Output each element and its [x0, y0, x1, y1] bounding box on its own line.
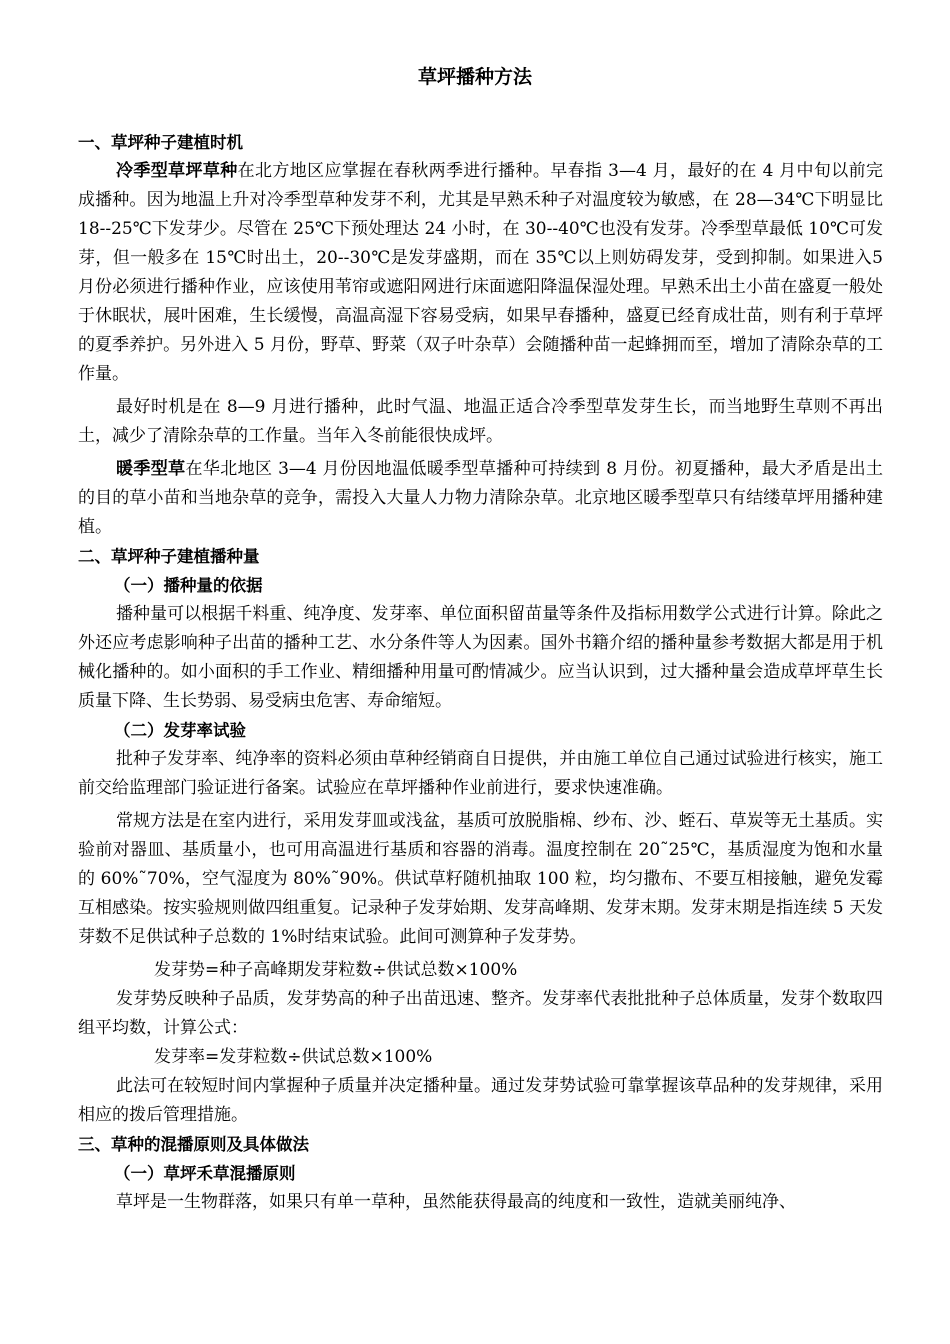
paragraph-germination-source: 批种子发芽率、纯净率的资料必须由草种经销商自日提供，并由施工单位自己通过试验进行核实，施工前交给监理部门验证进行备案。试验应在草坪播种作业前进行，要求快速准确。	[78, 749, 883, 798]
bold-term-warm-season: 暖季型草	[116, 459, 186, 479]
paragraph-text: 在北方地区应掌握在春秋两季进行播种。早春指 3—4 月，最好的在 4 月中旬以前完成播种。因为地温上升对冷季型草种发芽不利，尤其是早熟禾种子对温度较为敏感，在 28—34℃下明显比 18--25℃下发芽少。尽管在 25℃下预处理达 24 小时，在 30--40℃也没有发芽。冷季型草最低 10℃可发芽，但一般多在 15℃时出土，20--30℃是发芽盛期，而在 35℃以上则妨碍发芽，受到抑制。如果进入5 月份必须进行播种作业，应该使用苇帘或遮阳网进行床面遮阳降温保湿处理。早熟禾出土小苗在盛夏一般处于休眠状，展叶困难，生长缓慢，高温高湿下容易受病，如果早春播种，盛夏已经育成壮苗，则有利于草坪的夏季养护。另外进入 5 月份，野草、野菜（双子叶杂草）会随播种苗一起蜂拥而至，增加了清除杂草的工作量。	[78, 161, 884, 384]
paragraph-method-summary: 此法可在较短时间内掌握种子质量并决定播种量。通过发芽势试验可靠掌握该草品种的发芽规律，采用相应的拨后管理措施。	[78, 1076, 883, 1125]
subsection-heading-3-1: （一）草坪禾草混播原则	[114, 1164, 296, 1183]
paragraph-cool-season	[78, 157, 883, 389]
section-heading-3: 三、草种的混播原则及具体做法	[78, 1135, 309, 1154]
section-heading-1: 一、草坪种子建植时机	[78, 133, 243, 152]
page-title: 草坪播种方法	[417, 66, 532, 88]
paragraph-text: 在华北地区 3—4 月份因地温低暖季型草播种可持续到 8 月份。初夏播种，最大矛盾是出土的目的草小苗和当地杂草的竞争，需投入大量人力物力清除杂草。北京地区暖季型草只有结缕草坪用播种建植。	[78, 459, 884, 537]
formula-germination-rate: 发芽率=发芽粒数÷供试总数×100%	[154, 1047, 433, 1067]
paragraph-warm-season	[78, 455, 883, 542]
paragraph-mixing-principle: 草坪是一生物群落，如果只有单一草种，虽然能获得最高的纯度和一致性，造就美丽纯净、	[116, 1192, 796, 1212]
bold-term-cool-season: 冷季型草坪草种	[116, 161, 238, 181]
subsection-heading-2-1: （一）播种量的依据	[114, 576, 263, 595]
paragraph-best-timing: 最好时机是在 8—9 月进行播种，此时气温、地温正适合冷季型草发芽生长，而当地野生草则不再出土，减少了清除杂草的工作量。当年入冬前能很快成坪。	[78, 397, 883, 446]
paragraph-germination-method: 常规方法是在室内进行，采用发芽皿或浅盆，基质可放脱脂棉、纱布、沙、蛭石、草炭等无土基质。实验前对器皿、基质量小，也可用高温进行基质和容器的消毒。温度控制在 20˜25℃，基质湿度为饱和水量的 60%˜70%，空气湿度为 80%˜90%。供试草籽随机抽取 100 粒，均匀撒布、不要互相接触，避免发霉互相感染。按实验规则做四组重复。记录种子发芽始期、发芽高峰期、发芽末期。发芽末期是指连续 5 天发芽数不足供试种子总数的 1%时结束试验。此间可测算种子发芽势。	[78, 811, 883, 947]
subsection-heading-2-2: （二）发芽率试验	[114, 721, 246, 740]
section-heading-2: 二、草坪种子建植播种量	[78, 547, 260, 566]
document-body	[78, 128, 883, 1217]
paragraph-seeding-basis: 播种量可以根据千料重、纯净度、发芽率、单位面积留苗量等条件及指标用数学公式进行计算。除此之外还应考虑影响种子出苗的播种工艺、水分条件等人为因素。国外书籍介绍的播种量参考数据大都是用于机械化播种的。如小面积的手工作业、精细播种用量可酌情减少。应当认识到，过大播种量会造成草坪草生长质量下降、生长势弱、易受病虫危害、寿命缩短。	[78, 604, 883, 711]
formula-germination-energy: 发芽势=种子高峰期发芽粒数÷供试总数×100%	[154, 960, 518, 980]
paragraph-germination-energy: 发芽势反映种子品质，发芽势高的种子出苗迅速、整齐。发芽率代表批批种子总体质量，发芽个数取四组平均数，计算公式：	[78, 989, 883, 1038]
